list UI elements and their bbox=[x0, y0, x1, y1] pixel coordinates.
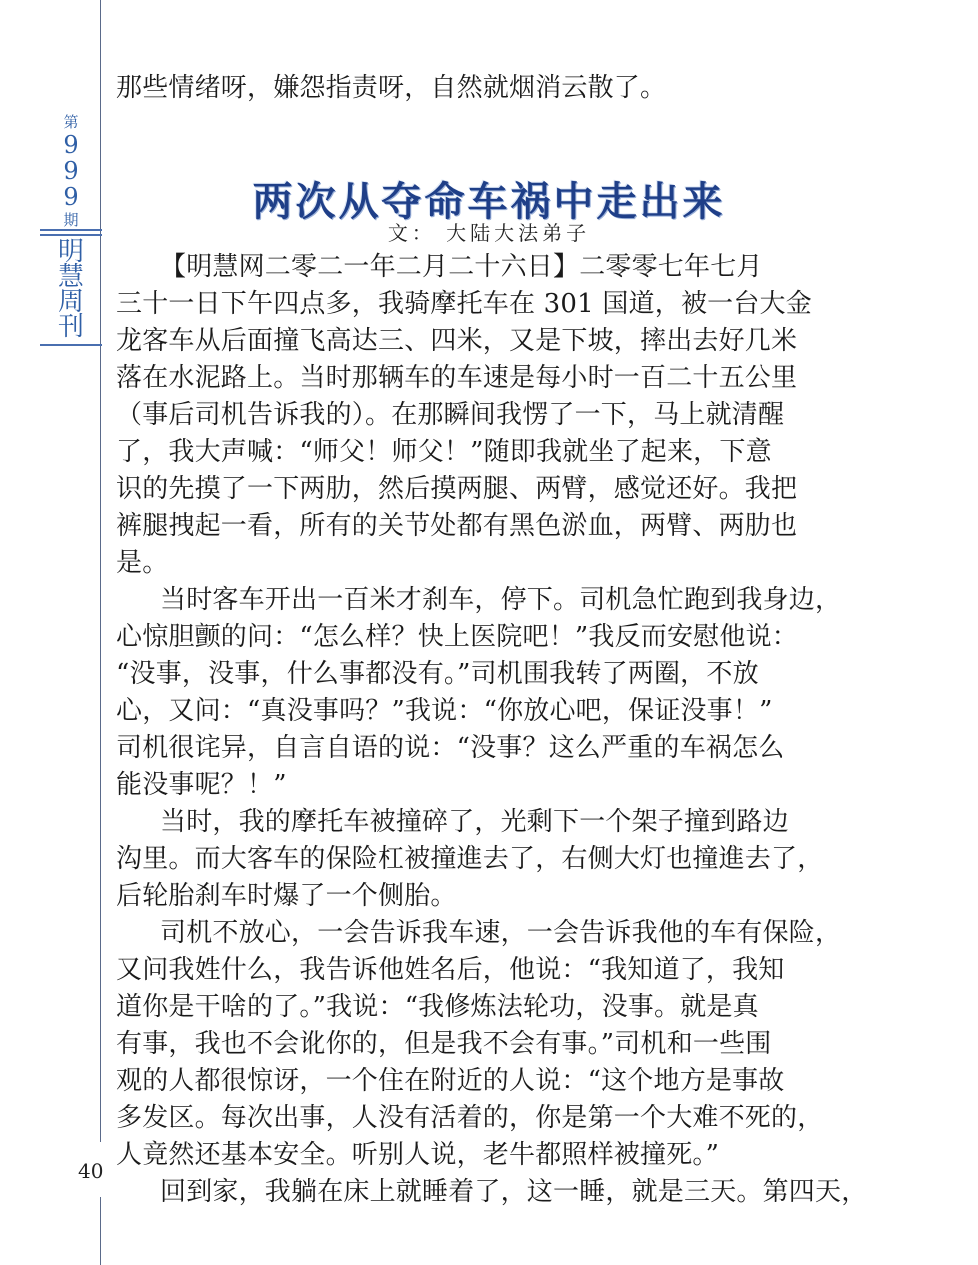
sidebar-divider bbox=[40, 344, 102, 346]
text-line: 心，又问：“真没事吗？”我说：“你放心吧，保证没事！” bbox=[116, 696, 773, 726]
magazine-char: 刊 bbox=[57, 312, 84, 342]
text-line: 三十一日下午四点多，我骑摩托车在 301 国道，被一台大金 bbox=[116, 289, 812, 319]
text-line: 后轮胎刹车时爆了一个侧胎。 bbox=[116, 881, 457, 911]
magazine-name bbox=[40, 237, 102, 342]
text-line: 龙客车从后面撞飞高达三、四米，又是下坡，摔出去好几米 bbox=[116, 326, 798, 356]
previous-article-tail bbox=[116, 70, 864, 107]
text-line: 识的先摸了一下两肋，然后摸两腿、两臂，感觉还好。我把 bbox=[116, 474, 798, 504]
paragraph bbox=[116, 915, 864, 1174]
text-line: 了，我大声喊：“师父！师父！”随即我就坐了起来，下意 bbox=[116, 437, 772, 467]
text-line: 回到家，我躺在床上就睡着了，这一睡，就是三天。第四天， bbox=[160, 1177, 868, 1207]
text-line: 【明慧网二零二一年二月二十六日】二零零七年七月 bbox=[160, 252, 763, 282]
text-line: 心惊胆颤的问：“怎么样？快上医院吧！”我反而安慰他说： bbox=[116, 622, 798, 652]
text-line: 道你是干啥的了。”我说：“我修炼法轮功，没事。就是真 bbox=[116, 992, 759, 1022]
text-line: 是。 bbox=[116, 548, 169, 578]
text-line: 落在水泥路上。当时那辆车的车速是每小时一百二十五公里 bbox=[116, 363, 798, 393]
magazine-char: 慧 bbox=[57, 262, 84, 292]
text-line: 沟里。而大客车的保险杠被撞進去了，右侧大灯也撞進去了， bbox=[116, 844, 824, 874]
margin-rule-bottom bbox=[100, 1197, 101, 1265]
magazine-char: 明 bbox=[57, 237, 84, 267]
issue-suffix: 期 bbox=[63, 211, 79, 229]
paragraph bbox=[116, 582, 864, 804]
page-number: 40 bbox=[78, 1159, 104, 1183]
issue-digit: 9 bbox=[63, 131, 79, 159]
text-line: 当时，我的摩托车被撞碎了，光剩下一个架子撞到路边 bbox=[160, 807, 789, 837]
text-line: 裤腿拽起一看，所有的关节处都有黑色淤血，两臂、两肋也 bbox=[116, 511, 798, 541]
issue-digit: 9 bbox=[63, 157, 79, 185]
text-line: 又问我姓什么，我告诉他姓名后，他说：“我知道了，我知 bbox=[116, 955, 785, 985]
paragraph bbox=[116, 1174, 868, 1211]
text-line: 司机不放心，一会告诉我车速，一会告诉我他的车有保险， bbox=[160, 918, 842, 948]
text-line: 多发区。每次出事，人没有活着的，你是第一个大难不死的， bbox=[116, 1103, 824, 1133]
text-line: 观的人都很惊讶，一个住在附近的人说：“这个地方是事故 bbox=[116, 1066, 785, 1096]
text-line: 有事，我也不会讹你的，但是我不会有事。”司机和一些围 bbox=[116, 1029, 772, 1059]
text-line: 能没事呢？！” bbox=[116, 770, 287, 800]
text-line: （事后司机告诉我的）。在那瞬间我愣了一下，马上就清醒 bbox=[116, 400, 785, 430]
text-line: 人竟然还基本安全。听别人说，老牛都照样被撞死。” bbox=[116, 1140, 720, 1170]
text-line: 那些情绪呀，嫌怨指责呀，自然就烟消云散了。 bbox=[116, 73, 667, 103]
magazine-char: 周 bbox=[57, 287, 84, 317]
text-line: 司机很诧异，自言自语的说：“没事？这么严重的车祸怎么 bbox=[116, 733, 785, 763]
text-line: 当时客车开出一百米才刹车，停下。司机急忙跑到我身边， bbox=[160, 585, 842, 615]
issue-digit: 9 bbox=[63, 183, 79, 211]
paragraph bbox=[116, 249, 864, 582]
text-line: “没事，没事，什么事都没有。”司机围我转了两圈，不放 bbox=[116, 659, 759, 689]
article-author: 文： 大陆大法弟子 bbox=[387, 221, 591, 245]
article-title: 两次从夺命车祸中走出来 bbox=[252, 179, 726, 225]
paragraph bbox=[116, 804, 864, 915]
issue-prefix: 第 bbox=[63, 113, 79, 131]
article-body bbox=[116, 249, 868, 1211]
